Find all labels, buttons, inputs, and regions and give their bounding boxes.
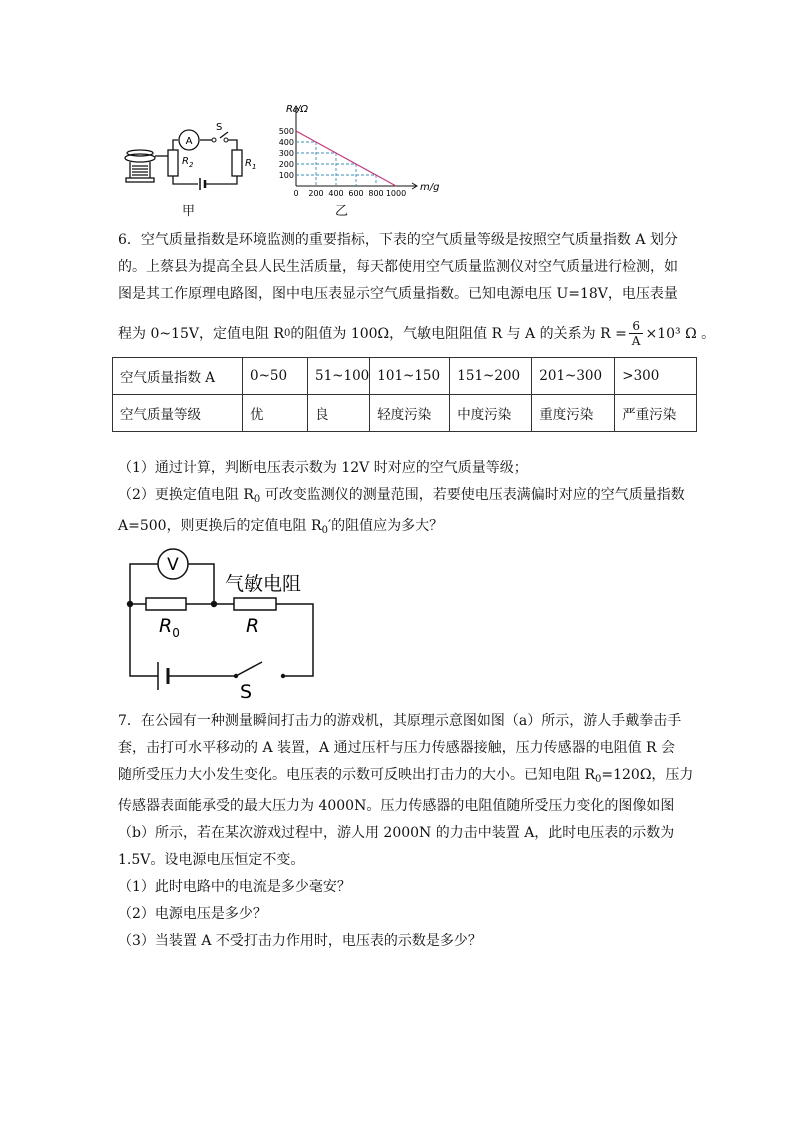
q6-line-2: 的。上蔡县为提高全县人民生活质量，每天都使用空气质量监测仪对空气质量进行检测，如 [118, 259, 678, 275]
x-tick-label: 800 [368, 189, 384, 198]
table-cell: 201~300 [532, 358, 615, 395]
graph-xlabel: m/g [420, 182, 440, 193]
q7-sub-2: （2）电源电压是多少？ [118, 906, 267, 922]
air-quality-table [112, 357, 697, 432]
y-tick-label: 100 [278, 171, 294, 180]
y-tick-label: 200 [278, 160, 294, 169]
table-cell: 51~100 [308, 358, 370, 395]
r1-label: $R_1$ [245, 158, 257, 171]
table-row [113, 395, 697, 432]
ammeter-label: A [185, 136, 193, 147]
table-cell: 严重污染 [615, 395, 697, 432]
x-tick-label: 200 [308, 189, 324, 198]
q6-line-4c: ×10³ Ω 。 [645, 326, 716, 342]
q7-sub-3: （3）当装置 A 不受打击力作用时，电压表的示数是多少？ [118, 933, 482, 949]
q6-sub-2a: （2）更换定值电阻 R [118, 487, 254, 503]
question-7 [118, 708, 694, 955]
r2-label: $R_2$ [182, 156, 194, 169]
q7-line-2: 套，击打可水平移动的 A 装置，A 通过压杆与压力传感器接触，压力传感器的电阻值 R 会 [118, 740, 676, 756]
table-cell: >300 [615, 358, 697, 395]
fraction-denominator: A [629, 333, 644, 348]
circuit-figure-jia [120, 118, 270, 200]
question-6 [118, 227, 688, 308]
switch-label: S [216, 122, 223, 133]
q7-line-3b: =120Ω，压力 [601, 767, 694, 783]
y-tick-label: 400 [278, 138, 294, 147]
q7-sub-1: （1）此时电路中的电流是多少毫安？ [118, 879, 351, 895]
q6-sub-2-line-2b: ′的阻值应为多大？ [327, 518, 444, 534]
table-cell: 中度污染 [450, 395, 532, 432]
gas-sensor-label: 气敏电阻 [225, 573, 302, 595]
q7-line-3 [118, 762, 694, 793]
table-cell: 空气质量等级 [113, 395, 243, 432]
q6-sub-2-line-2-sub: 0 [321, 525, 328, 536]
q6-sub-2-line-2 [118, 513, 688, 544]
electromagnet-icon [125, 150, 168, 182]
table-cell: 良 [308, 395, 370, 432]
r-label: R [246, 615, 260, 637]
battery-icon [158, 662, 168, 690]
r0-label: $R_0$ [159, 615, 180, 640]
table-cell: 轻度污染 [370, 395, 450, 432]
q7-line-4: 传感器表面能承受的最大压力为 4000N。压力传感器的电阻值随所受压力变化的图像如图 [118, 798, 675, 814]
x-tick-label: 400 [328, 189, 344, 198]
q6-sub-2 [118, 482, 688, 513]
resistor-r2 [168, 150, 178, 176]
voltmeter-label: V [167, 555, 179, 575]
table-cell: 优 [243, 395, 308, 432]
table-cell: 空气质量指数 A [113, 358, 243, 395]
y-tick-label: 500 [278, 127, 294, 136]
air-quality-circuit [118, 548, 328, 703]
table-cell: 重度污染 [532, 395, 615, 432]
table-cell: 101~150 [370, 358, 450, 395]
q6-subquestions [118, 455, 688, 544]
q7-line-3a: 随所受压力大小发生变化。电压表的示数可反映出打击力的大小。已知电阻 R [118, 767, 595, 783]
q7-line-5: （b）所示，若在某次游戏过程中，游人用 2000N 的力击中装置 A，此时电压表的示数为 [118, 825, 675, 841]
formula-fraction [629, 319, 644, 348]
caption-jia: 甲 [182, 204, 196, 219]
q6-line-1: 6．空气质量指数是环境监测的重要指标，下表的空气质量等级是按照空气质量指数 A 划分 [118, 232, 678, 248]
resistor-r0 [146, 598, 186, 610]
q6-sub-2-line-2a: A=500，则更换后的定值电阻 R [118, 518, 322, 534]
table-cell: 0~50 [243, 358, 308, 395]
x-tick-label: 600 [348, 189, 364, 198]
q6-sub-1: （1）通过计算，判断电压表示数为 12V 时对应的空气质量等级； [118, 460, 528, 476]
x-tick-label: 1000 [385, 189, 407, 198]
graph-ylabel: R₂/Ω [286, 104, 308, 115]
q6-line-4-sub: 0 [284, 327, 291, 339]
q6-line-4 [118, 316, 715, 350]
graph-yi [276, 100, 440, 204]
q6-line-4b: 的阻值为 100Ω，气敏电阻阻值 R 与 A 的关系为 R = [290, 326, 627, 342]
table-cell: 151~200 [450, 358, 532, 395]
q7-line-6: 1.5V。设电源电压恒定不变。 [118, 852, 305, 868]
q6-sub-2b: 可改变监测仪的测量范围，若要使电压表满偏时对应的空气质量指数 [260, 487, 685, 503]
switch-label: S [240, 681, 253, 703]
caption-yi: 乙 [335, 204, 349, 219]
q6-sub-2-sub: 0 [253, 494, 261, 505]
table-row [113, 358, 697, 395]
fraction-numerator: 6 [632, 318, 640, 333]
q7-line-1: 7．在公园有一种测量瞬间打击力的游戏机，其原理示意图如图（a）所示，游人手戴拳击手 [118, 713, 682, 729]
series-line [296, 131, 396, 186]
y-tick-label: 300 [278, 149, 294, 158]
resistor-r1 [232, 150, 242, 176]
q6-line-3: 图是其工作原理电路图，图中电压表显示空气质量指数。已知电源电压 U=18V，电压表量 [118, 286, 678, 302]
battery-icon [200, 178, 205, 190]
q7-line-3-sub: 0 [595, 774, 602, 785]
q6-line-4a: 程为 0~15V，定值电阻 R [118, 326, 285, 342]
resistor-r-gas-sensor [234, 598, 276, 610]
x-tick-label: 0 [293, 189, 299, 198]
